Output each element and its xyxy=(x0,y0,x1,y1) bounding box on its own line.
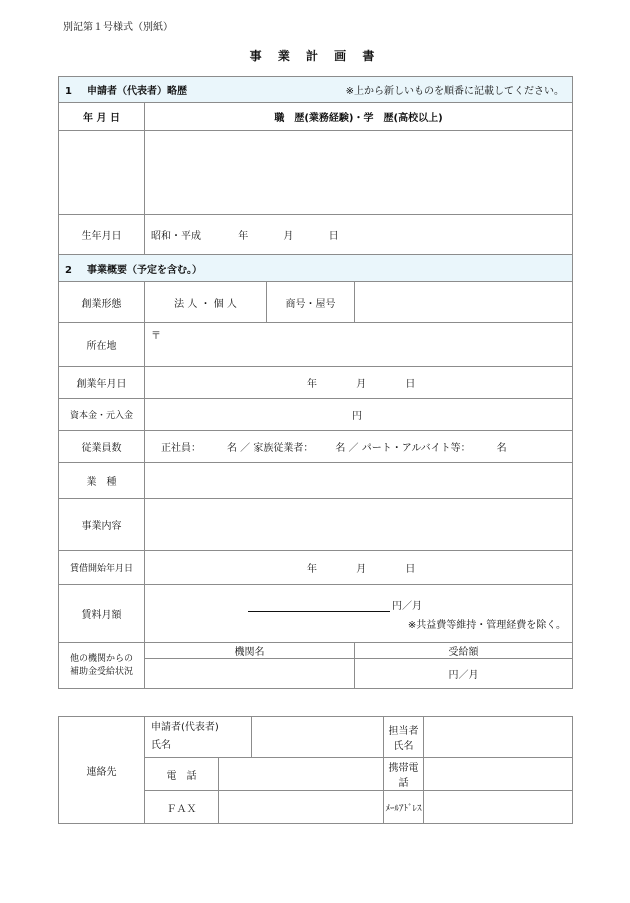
founding-date-label: 創業年月日 xyxy=(59,367,145,399)
rent-field[interactable] xyxy=(145,585,573,643)
business-content-field[interactable] xyxy=(145,499,573,551)
org-name-field[interactable] xyxy=(145,659,355,689)
email-field[interactable] xyxy=(424,791,573,824)
history-content-cell[interactable] xyxy=(145,131,573,215)
section1-title: 申請者（代表者）略歴 xyxy=(87,86,187,97)
section2-title: 事業概要（予定を含む。） xyxy=(87,264,202,276)
col-date-header: 年 月 日 xyxy=(59,103,145,131)
lease-start-label: 賃借開始年月日 xyxy=(59,551,145,585)
rent-unit: 円／月 xyxy=(392,600,423,612)
employees-family: 名 ／ 家族従業者： xyxy=(227,443,314,454)
subsidy-label xyxy=(59,643,145,689)
employees-label: 従業員数 xyxy=(59,431,145,463)
capital-field[interactable] xyxy=(145,399,573,431)
applicant-name-label xyxy=(145,717,252,758)
amount-unit: 円／月 xyxy=(448,670,479,681)
employees-part: 名 ／ パート・アルバイト等： xyxy=(335,443,471,454)
phone-label: 電 話 xyxy=(145,758,219,791)
section2-heading xyxy=(59,255,573,282)
rent-label: 賃料月額 xyxy=(59,585,145,643)
contact-table xyxy=(58,716,573,824)
org-name-header: 機関名 xyxy=(145,643,355,659)
applicant-name-field[interactable] xyxy=(252,717,384,758)
founding-day-unit: 日 xyxy=(405,379,416,390)
applicant-label-line2: 氏名 xyxy=(151,740,171,751)
birth-era: 昭和・平成 xyxy=(151,231,201,242)
trade-name-field[interactable] xyxy=(355,282,573,323)
person-in-charge-field[interactable] xyxy=(424,717,573,758)
subsidy-label-line2: 補助金受給状況 xyxy=(69,666,133,677)
mobile-field[interactable] xyxy=(424,758,573,791)
capital-yen-unit: 円 xyxy=(352,411,362,422)
business-plan-table xyxy=(58,76,573,689)
postal-mark: 〒 xyxy=(151,331,161,342)
section1-note: ※上から新しいものを順番に記載してください。 xyxy=(345,86,565,97)
birth-year-unit: 年 xyxy=(238,231,249,242)
section2-number: 2 xyxy=(65,264,72,276)
employees-field[interactable] xyxy=(145,431,573,463)
employees-regular: 正社員： xyxy=(161,443,201,454)
col-history-header: 職 歴(業務経験)・学 歴(高校以上) xyxy=(145,103,573,131)
page-title: 事 業 計 画 書 xyxy=(249,49,381,63)
birth-date-label: 生年月日 xyxy=(59,215,145,255)
business-type-label: 創業形態 xyxy=(59,282,145,323)
industry-field[interactable] xyxy=(145,463,573,499)
fax-label: ＦＡＸ xyxy=(145,791,219,824)
location-field[interactable] xyxy=(145,323,573,367)
contact-label: 連絡先 xyxy=(59,717,145,824)
mobile-label: 携帯電話 xyxy=(384,758,424,791)
applicant-label-line1: 申請者(代表者) xyxy=(151,722,219,733)
capital-label: 資本金・元入金 xyxy=(59,399,145,431)
person-in-charge-label: 担当者氏名 xyxy=(384,717,424,758)
section1-number: 1 xyxy=(65,86,72,97)
lease-month-unit: 月 xyxy=(356,564,367,575)
subsidy-label-line1: 他の機関からの xyxy=(69,653,133,664)
business-type-value[interactable]: 法 人 ・ 個 人 xyxy=(145,282,267,323)
founding-year-unit: 年 xyxy=(307,379,317,390)
rent-note: ※共益費等維持・管理経費を除く。 xyxy=(407,619,567,631)
birth-day-unit: 日 xyxy=(328,231,339,242)
location-label: 所在地 xyxy=(59,323,145,367)
lease-year-unit: 年 xyxy=(307,564,317,575)
phone-field[interactable] xyxy=(219,758,384,791)
amount-field[interactable] xyxy=(355,659,573,689)
industry-label: 業 種 xyxy=(59,463,145,499)
birth-date-field[interactable] xyxy=(145,215,573,255)
history-date-cell[interactable] xyxy=(59,131,145,215)
fax-field[interactable] xyxy=(219,791,384,824)
founding-month-unit: 月 xyxy=(356,379,367,390)
lease-start-field[interactable] xyxy=(145,551,573,585)
founding-date-field[interactable] xyxy=(145,367,573,399)
email-label: ﾒｰﾙｱﾄﾞﾚｽ xyxy=(384,791,424,824)
section1-heading xyxy=(59,77,573,103)
rent-amount-line[interactable] xyxy=(248,601,390,612)
form-id: 別記第１号様式（別紙） xyxy=(63,22,173,33)
employees-unit: 名 xyxy=(496,443,507,454)
amount-header: 受給額 xyxy=(355,643,573,659)
business-content-label: 事業内容 xyxy=(59,499,145,551)
birth-month-unit: 月 xyxy=(283,231,294,242)
trade-name-label: 商号・屋号 xyxy=(267,282,355,323)
lease-day-unit: 日 xyxy=(405,564,416,575)
